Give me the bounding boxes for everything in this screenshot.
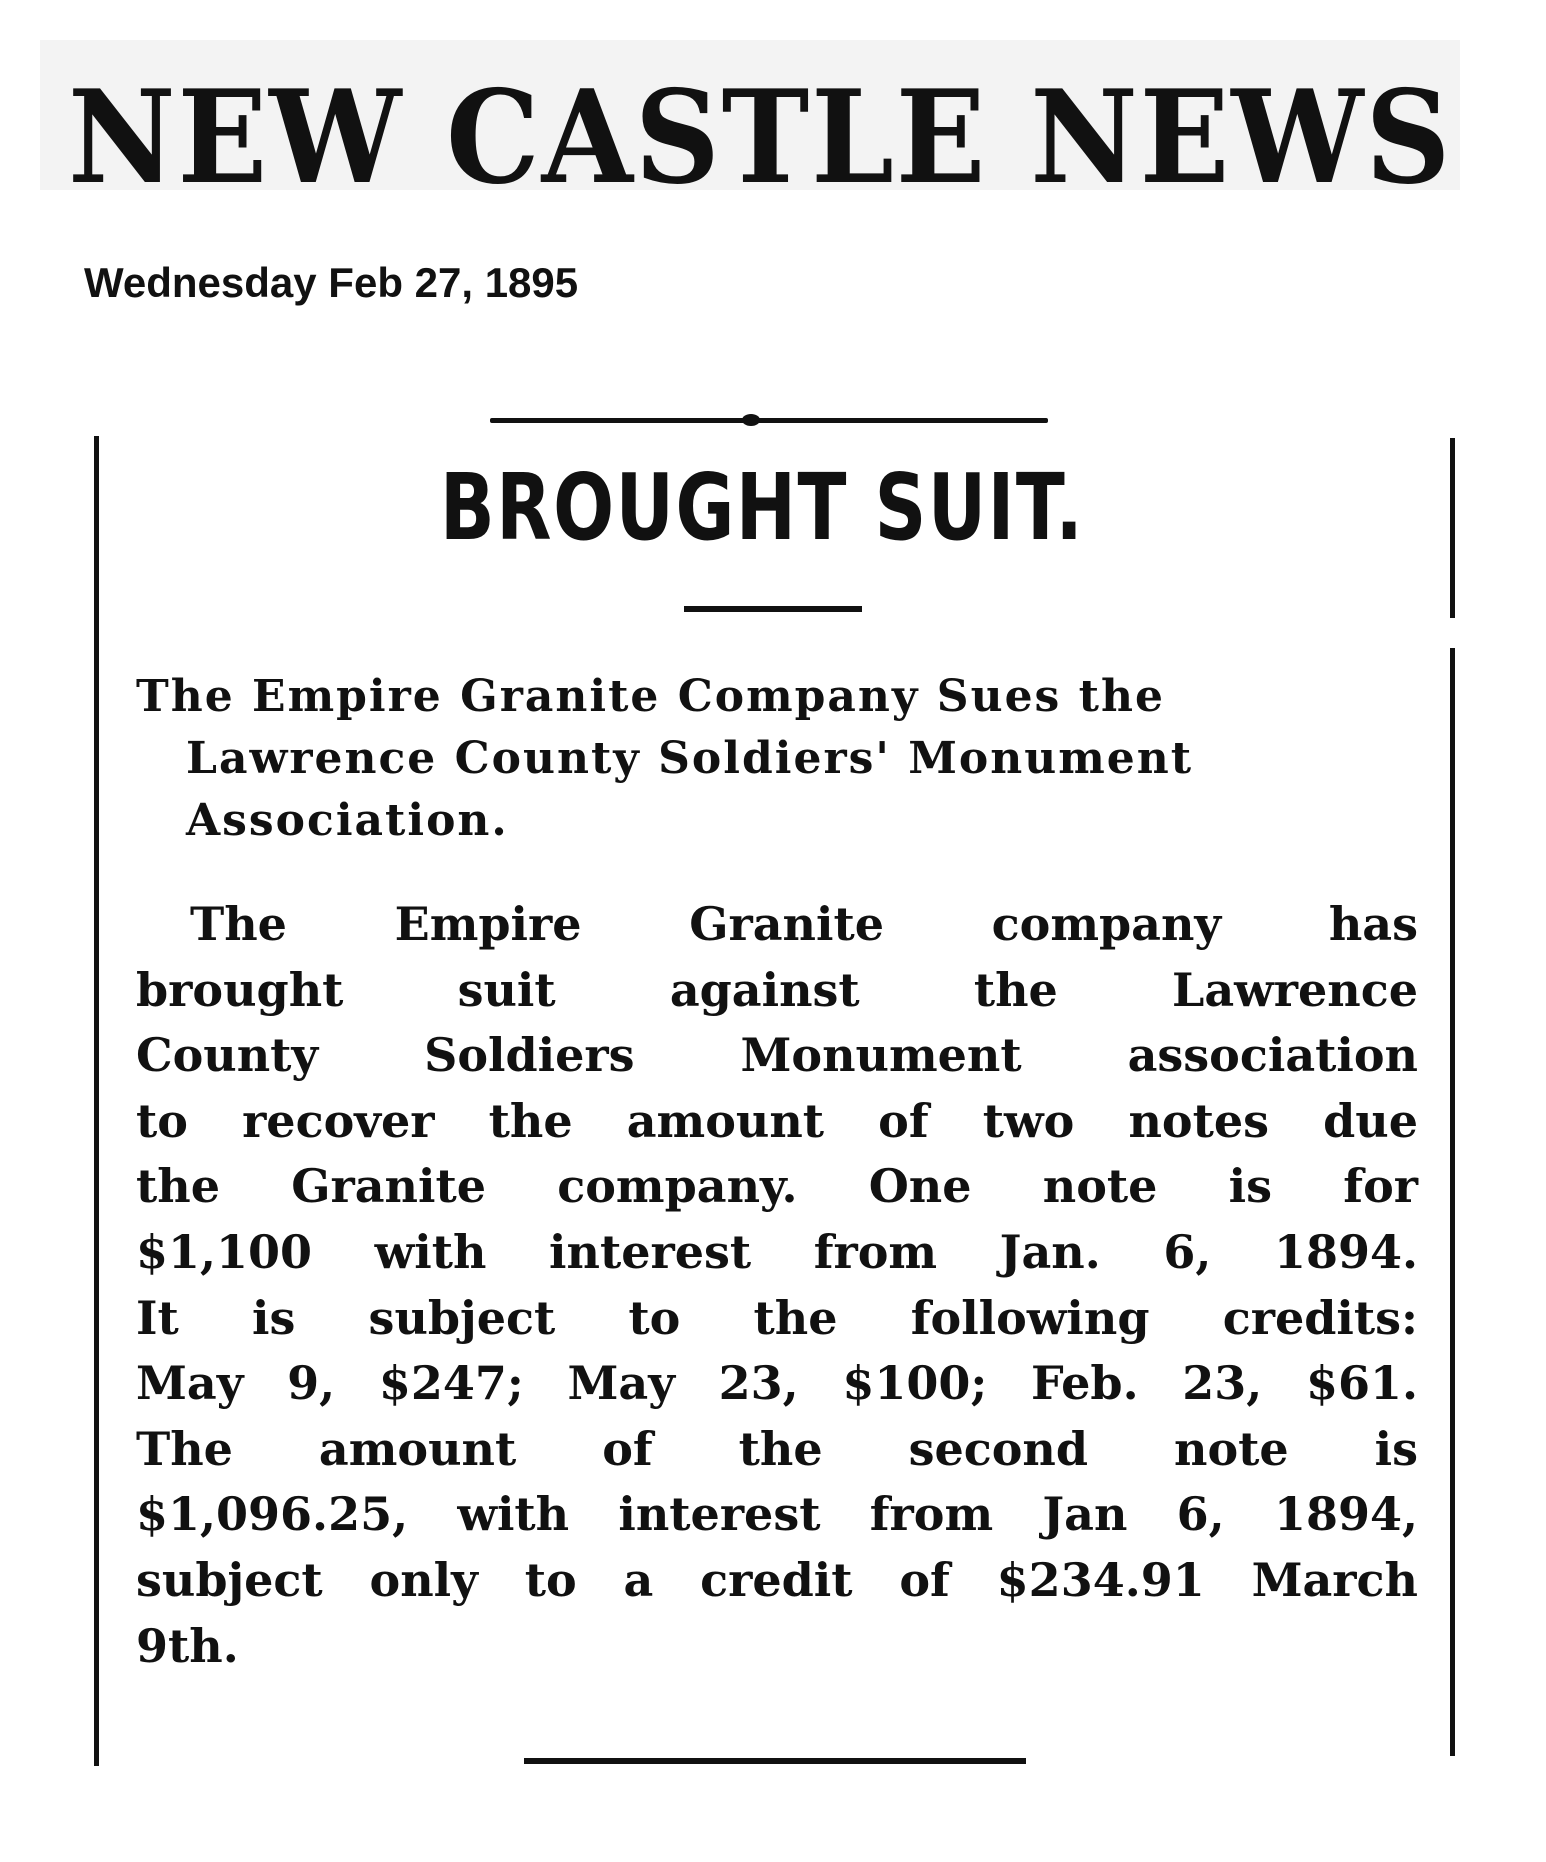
- article-deck: [136, 666, 1416, 852]
- body-line: to recover the amount of two notes due: [136, 1093, 1418, 1148]
- body-line: 9th.: [136, 1618, 239, 1673]
- dateline: Wednesday Feb 27, 1895: [84, 259, 579, 306]
- body-line: brought suit against the Lawrence: [136, 962, 1418, 1017]
- body-line: May 9, $247; May 23, $100; Feb. 23, $61.: [136, 1356, 1418, 1411]
- bottom-rule: [524, 1758, 1026, 1764]
- column-border-right-upper: [1450, 438, 1455, 618]
- top-rule: [490, 418, 1048, 423]
- body-line: $1,096.25, with interest from Jan 6, 1894,: [136, 1487, 1418, 1542]
- newspaper-masthead: NEW CASTLE NEWS: [68, 63, 1453, 213]
- body-line: the Granite company. One note is for: [136, 1159, 1418, 1214]
- body-line: It is subject to the following credits:: [136, 1290, 1418, 1345]
- top-rule-ornament: [742, 414, 760, 426]
- deck-line: Association.: [186, 795, 509, 846]
- column-border-left: [94, 436, 99, 1766]
- article-body: [136, 892, 1418, 1679]
- headline-rule: [684, 606, 862, 612]
- column-border-right-lower: [1450, 648, 1455, 1756]
- body-line: subject only to a credit of $234.91 March: [136, 1552, 1418, 1607]
- deck-line: Lawrence County Soldiers' Monument: [186, 733, 1194, 784]
- body-line: The Empire Granite company has: [190, 897, 1418, 951]
- body-line: The amount of the second note is: [136, 1421, 1418, 1476]
- deck-line: The Empire Granite Company Sues the: [136, 671, 1165, 722]
- body-line: $1,100 with interest from Jan. 6, 1894.: [136, 1224, 1418, 1279]
- article-headline: BROUGHT SUIT.: [440, 454, 1085, 561]
- body-line: County Soldiers Monument association: [136, 1028, 1418, 1083]
